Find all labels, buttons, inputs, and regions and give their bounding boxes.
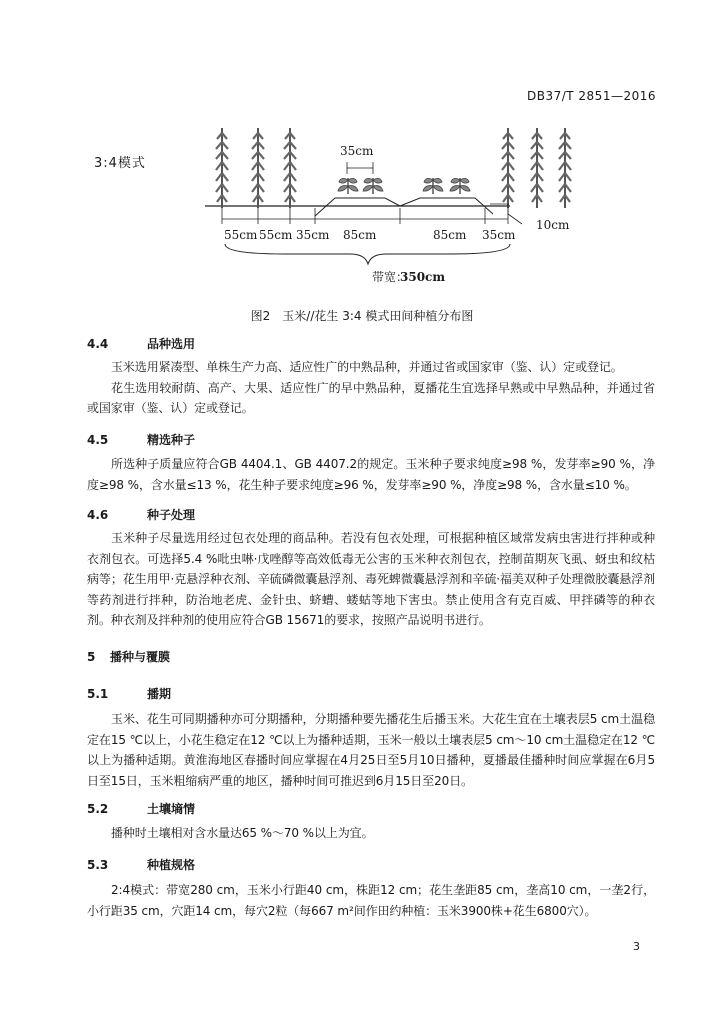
peanut-plant-icon [338, 178, 358, 194]
corn-plant-icon [252, 128, 264, 208]
section-body-5-3 [87, 880, 655, 921]
section-number: 4.5 [87, 433, 109, 447]
page-number: 3 [633, 940, 640, 953]
section-number: 5.3 [87, 858, 109, 872]
paragraph: 所选种子质量应符合GB 4404.1、GB 4407.2的规定。玉米种子要求纯度≥98 %，发芽率≥90 %，净度≥98 %，含水量≤13 %，花生种子要求纯度≥96 %，发芽率≥90 %，净度≥98 %，含水量≤10 %。 [87, 457, 655, 492]
corn-plant-icon [216, 128, 228, 208]
planting-diagram [190, 128, 590, 298]
section-heading-4-6 [87, 506, 195, 523]
section-title: 种植规格 [147, 858, 196, 872]
dimension-label: 85cm [433, 228, 467, 242]
section-title: 品种选用 [147, 337, 196, 351]
section-number: 4.4 [87, 337, 109, 351]
section-body-5-2 [87, 823, 655, 844]
dimension-label: 35cm [482, 228, 516, 242]
section-heading-5 [87, 648, 170, 665]
section-title: 播种与覆膜 [110, 650, 171, 664]
corn-plant-icon [502, 128, 514, 208]
section-number: 4.6 [87, 508, 109, 522]
section-body-4-4 [87, 357, 655, 419]
paragraph: 玉米种子尽量选用经过包衣处理的商品种。若没有包衣处理，可根据种植区域常发病虫害进行拌种或种衣剂包衣。可选择5.4 %吡虫啉·戊唑醇等高效低毒无公害的玉米种衣剂包衣，控制苗期灰飞虱、蚜虫和纹枯病等；花生用甲·克悬浮种衣剂、辛硫磷微囊悬浮剂、毒死蜱微囊悬浮剂和辛硫·福美双种子处理微胶囊悬浮剂等药剂进行拌种，防治地老虎、金针虫、蛴螬、蝼蛄等地下害虫。禁止使用含有克百威、甲拌磷等的种衣剂。种衣剂及拌种剂的使用应符合GB 15671的要求，按照产品说明书进行。 [87, 531, 655, 627]
standard-code: DB37/T 2851—2016 [526, 89, 656, 103]
dimension-label: 55cm [259, 228, 293, 242]
section-heading-5-3 [87, 856, 195, 873]
figure-mode-label: 3:4模式 [94, 156, 146, 171]
paragraph: 花生选用较耐荫、高产、大果、适应性广的早中熟品种，夏播花生宜选择早熟或中早熟品种，并通过省或国家审（鉴、认）定或登记。 [87, 380, 655, 415]
section-body-5-1 [87, 709, 655, 791]
top-dimension-label: 35cm [340, 144, 374, 158]
section-heading-5-1 [87, 685, 171, 702]
band-width-label: 带宽： [372, 270, 409, 284]
section-title: 精选种子 [147, 433, 196, 447]
section-number: 5.1 [87, 687, 109, 701]
peanut-plant-icon [450, 178, 470, 194]
section-number: 5.2 [87, 802, 109, 816]
corn-plant-icon [531, 128, 543, 208]
paragraph: 2:4模式：带宽280 cm，玉米小行距40 cm，株距12 cm；花生垄距85 cm，垄高10 cm，一垄2行，小行距35 cm，穴距14 cm，每穴2粒（每667 m²间作田约种植：玉米3900株+花生6800穴）。 [87, 883, 655, 918]
band-width-value: 350cm [400, 270, 446, 284]
section-number: 5 [87, 650, 96, 664]
dimension-label: 35cm [296, 228, 330, 242]
section-body-4-5 [87, 454, 655, 495]
section-heading-4-5 [87, 431, 195, 448]
section-body-4-6 [87, 528, 655, 631]
dimension-label: 55cm [224, 228, 258, 242]
dimension-label: 85cm [343, 228, 377, 242]
corn-plant-icon [559, 128, 571, 208]
section-title: 种子处理 [147, 508, 196, 522]
peanut-plant-icon [363, 178, 383, 194]
section-title: 播期 [147, 687, 172, 701]
section-heading-5-2 [87, 800, 195, 817]
right-dimension-label: 10cm [536, 218, 570, 232]
figure-caption: 图2 玉米//花生 3:4 模式田间种植分布图 [250, 309, 474, 323]
paragraph: 玉米、花生可同期播种亦可分期播种，分期播种要先播花生后播玉米。大花生宜在土壤表层5 cm土温稳定在15 ℃以上，小花生稳定在12 ℃以上为播种适期，玉米一般以土壤表层5 cm～10 cm土温稳定在12 ℃以上为播种适期。黄淮海地区春播时间应掌握在4月25日至5月10日播种，夏播最佳播种时间应掌握在6月5日至15日，玉米粗缩病严重的地区，播种时间可推迟到6月15日至20日。 [87, 712, 655, 788]
peanut-plant-icon [423, 178, 443, 194]
section-title: 土壤墒情 [147, 802, 196, 816]
paragraph: 玉米选用紧凑型、单株生产力高、适应性广的中熟品种，并通过省或国家审（鉴、认）定或登记。 [111, 360, 623, 374]
section-heading-4-4 [87, 335, 195, 352]
corn-plant-icon [284, 128, 296, 208]
paragraph: 播种时土壤相对含水量达65 %～70 %以上为宜。 [111, 826, 374, 840]
